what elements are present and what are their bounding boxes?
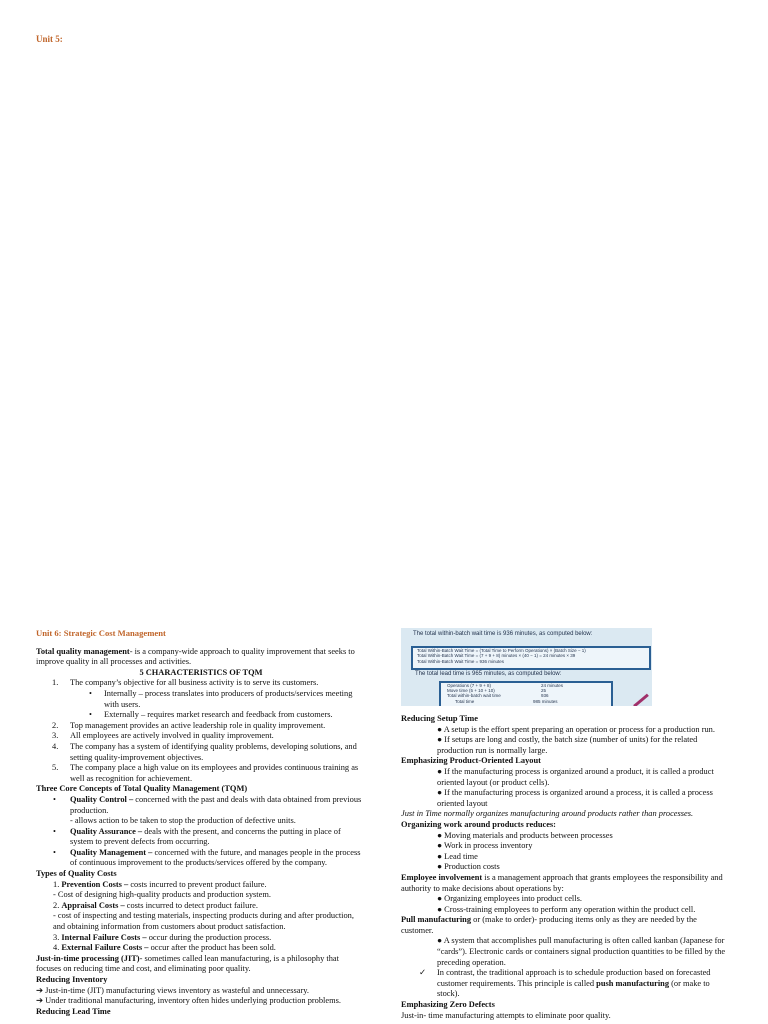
zero-defects-text: Just-in- time manufacturing attempts to eliminate poor quality. (401, 1010, 611, 1020)
cost-item: 1. Prevention Costs – costs incurred to prevent product failure. (53, 879, 267, 889)
characteristics-title: 5 CHARACTERISTICS OF TQM (139, 667, 263, 677)
jit-note: Just in Time normally organizes manufacturing around products rather than processes. (401, 809, 694, 819)
list-item: 4. The company has a system of identifying quality problems, developing solutions, and setting quality-improvement objectives. (52, 741, 357, 762)
list-item: • Quality Control – concerned with the past and deals with data obtained from previous production. - allows action to be taken to stop the production of defective units. (36, 795, 366, 827)
employee-involvement: Employee involvement is a management approach that grants employees the responsibility and authority to make decisions about operations by: (401, 872, 723, 893)
list-item: ● A system that accomplishes pull manufacturing is often called kanban (Japanese for “cards”). Electronic cards or containers signal production quantities to be filled by the preceding operation. (437, 936, 726, 967)
list-item: ● Work in process inventory (437, 841, 533, 851)
list-item: ● A setup is the effort spent preparing an operation or process for a production run. (437, 724, 715, 734)
list-item: ● Lead time (437, 851, 478, 861)
cost-detail: - cost of inspecting and testing materials, inspecting products during and after production, and obtaining information from customers about product satisfaction. (53, 911, 354, 932)
list-item: 3. All employees are actively involved in quality improvement. (52, 731, 274, 741)
list-item: ✓ In contrast, the traditional approach is to schedule production based on forecasted customer requirements. This principle is called push manufacturing (or make to stock). (419, 968, 711, 999)
list-item: ● Production costs (437, 862, 500, 872)
table-row: Move time (5 + 10 + 10) 25 (447, 688, 547, 694)
list-item: • Quality Assurance – deals with the present, and concerns the putting in place of system to prevent defects from occurring. (36, 827, 366, 848)
jit-definition: Just-in-time processing (JIT)- sometimes called lean manufacturing, is a philosophy that focuses on reducing time and cost, and eliminating poor quality. (36, 953, 339, 974)
formula-line: Total Within-Batch Wait Time = 936 minutes (417, 658, 504, 664)
list-item: ● If the manufacturing process is organized around a product, it is called a product oriented layout (or product cells). (437, 766, 714, 787)
table-row: Operations (7 + 9 + 8) 24 minutes (447, 683, 564, 688)
core-concepts-title: Three Core Concepts of Total Quality Management (TQM) (36, 784, 248, 794)
reducing-inventory-point: ➔ Just-in-time (JIT) manufacturing views inventory as wasteful and unnecessary. (36, 985, 310, 995)
tqm-definition: Total quality management- is a company-wide approach to quality improvement that seeks to improve quality in all processes and activities. (36, 646, 355, 667)
list-item: 2. Top management provides an active leadership role in quality improvement. (52, 720, 326, 730)
check-icon: ✓ (419, 968, 427, 978)
sub-list (36, 689, 366, 721)
table-row: Total time 985 minutes (455, 698, 558, 704)
reducing-inventory-title: Reducing Inventory (36, 975, 108, 984)
reducing-inventory-point: ➔ Under traditional manufacturing, inventory often hides underlying production problems. (36, 996, 341, 1006)
figure-formula-box (411, 646, 651, 670)
figure-table-box (439, 681, 613, 706)
list-item: ● Moving materials and products between processes (437, 830, 613, 840)
list-item: • Quality Management – concerned with the future, and manages people in the process of continuous improvement to the products/services offered by the company. (36, 848, 366, 869)
list-item: 1. The company’s objective for all business activity is to serve its customers. • Internally – process translates into producers of products/services meeting with users. • Externally – requires market research and feedback from customers. (36, 678, 366, 720)
pull-manufacturing: Pull manufacturing or (make to order)- producing items only as they are needed by the customer. (401, 915, 697, 935)
zero-defects-title: Emphasizing Zero Defects (401, 1000, 495, 1010)
figure-caption: The total lead time is 965 minutes, as computed below: (415, 671, 562, 677)
list-item: • Externally – requires market research and feedback from customers. (36, 710, 366, 721)
lead-time-figure (401, 628, 652, 706)
arrow-icon (633, 694, 649, 706)
product-layout-title: Emphasizing Product-Oriented Layout (401, 756, 541, 766)
cost-item: 4. External Failure Costs – occur after the product has been sold. (53, 943, 276, 953)
formula-line: Total Within-Batch Wait Time = (Total Time to Perform Operations) × (Batch Size − 1) (417, 648, 586, 653)
cost-item: 3. Internal Failure Costs – occur during the production process. (53, 932, 272, 942)
formula-line: Total Within-Batch Wait Time = (7 + 9 + 8) minutes × (40 − 1) = 24 minutes × 39 (417, 653, 576, 659)
list-item: ● If setups are long and costly, the batch size (number of units) for the related production run is normally large. (437, 735, 698, 755)
characteristics-list (36, 678, 366, 784)
quality-costs-title: Types of Quality Costs (36, 869, 117, 879)
list-item: ● Organizing employees into product cells. (437, 894, 582, 904)
table-row: Total within-batch wait time 936 (447, 693, 549, 699)
left-column (36, 628, 366, 1017)
figure-caption: The total within-batch wait time is 936 minutes, as computed below: (413, 631, 593, 637)
organizing-work-title: Organizing work around products reduces: (401, 819, 556, 829)
reducing-setup-title: Reducing Setup Time (401, 714, 478, 723)
list-item: ● If the manufacturing process is organized around a process, it is called a process oriented layout (437, 788, 713, 808)
list-item: ● Cross-training employees to perform any operation within the product cell. (437, 904, 696, 914)
cost-item: 2. Appraisal Costs – costs incurred to detect product failure. (53, 900, 258, 910)
cost-detail: - Cost of designing high-quality products and production system. (53, 890, 271, 900)
list-item: 5. The company place a high value on its employees and provides continuous training as well as recognition for achievement. (52, 763, 359, 783)
unit6-heading: Unit 6: Strategic Cost Management (36, 628, 166, 638)
list-item: • Internally – process translates into producers of products/services meeting with users. (36, 689, 366, 710)
right-column (401, 628, 731, 1021)
core-concepts-list (36, 795, 366, 869)
unit5-heading: Unit 5: (36, 34, 63, 44)
reducing-lead-time-title: Reducing Lead Time (36, 1006, 111, 1016)
